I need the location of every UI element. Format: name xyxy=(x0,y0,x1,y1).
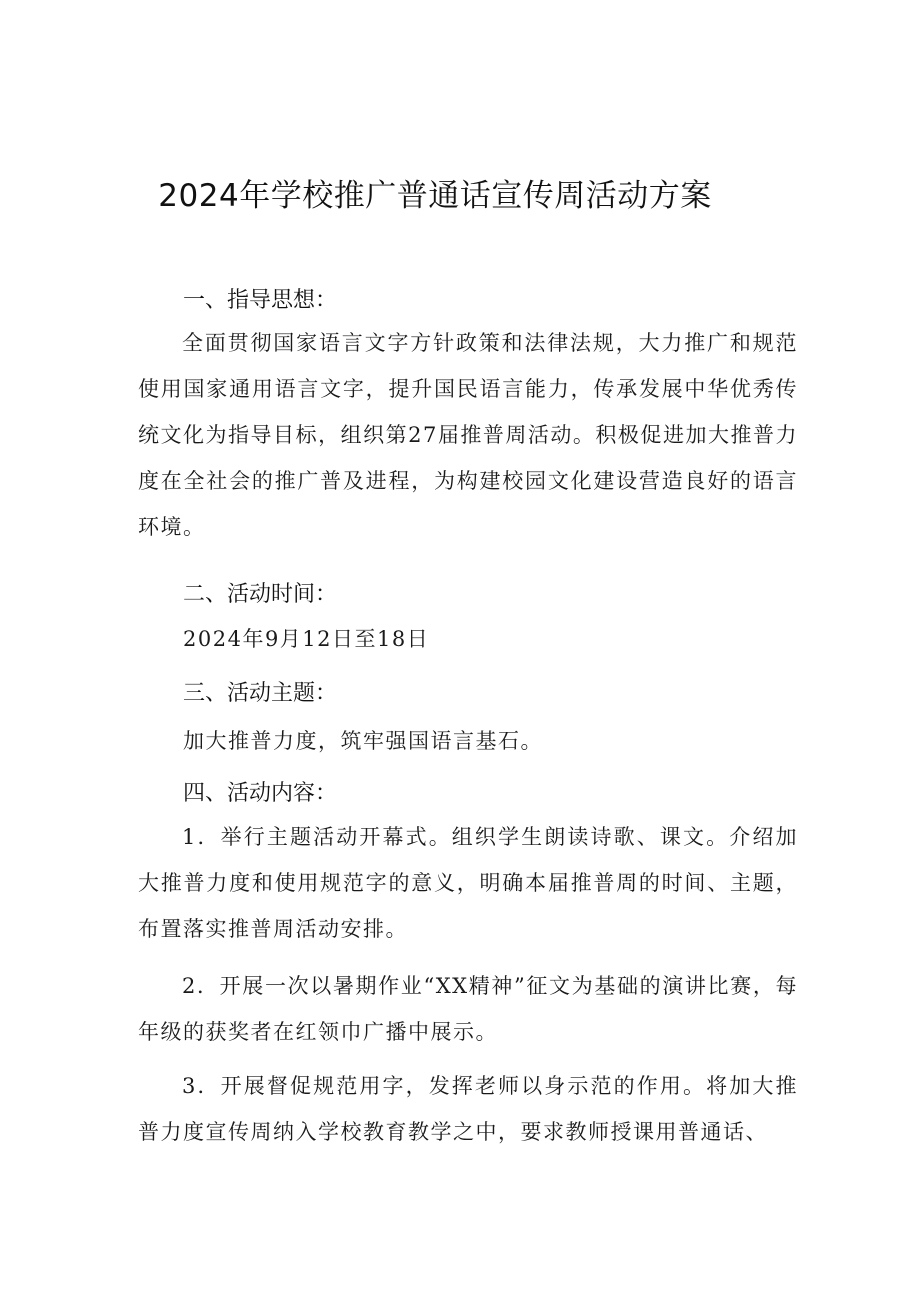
document-title: 2024年学校推广普通话宣传周活动方案 xyxy=(158,178,712,214)
section-heading-activity-theme: 三、活动主题： xyxy=(183,681,338,706)
section-heading-activity-content: 四、活动内容： xyxy=(183,781,338,806)
section-body-guiding-ideology: 全面贯彻国家语言文字方针政策和法律法规，大力推广和规范使用国家通用语言文字，提升国民语言能力，传承发展中华优秀传统文化为指导目标，组织第27届推普周活动。积极促进加大推普力度在全社会的推广普及进程，为构建校园文化建设营造良好的语言环境。 xyxy=(138,331,798,539)
list-item: 3．开展督促规范用字，发挥老师以身示范的作用。将加大推普力度宣传周纳入学校教育教学之中，要求教师授课用普通话、 xyxy=(138,1074,798,1144)
section-heading-activity-time: 二、活动时间： xyxy=(183,582,338,607)
section-body-activity-theme: 加大推普力度，筑牢强国语言基石。 xyxy=(183,729,543,753)
list-item: 2．开展一次以暑期作业“XX精神”征文为基础的演讲比赛，每年级的获奖者在红领巾广播中展示。 xyxy=(138,974,798,1044)
list-item: 1．举行主题活动开幕式。组织学生朗读诗歌、课文。介绍加大推普力度和使用规范字的意义，明确本届推普周的时间、主题，布置落实推普周活动安排。 xyxy=(138,825,798,941)
section-heading-guiding-ideology: 一、指导思想： xyxy=(183,288,338,313)
section-body-activity-time: 2024年9月12日至18日 xyxy=(183,627,430,651)
